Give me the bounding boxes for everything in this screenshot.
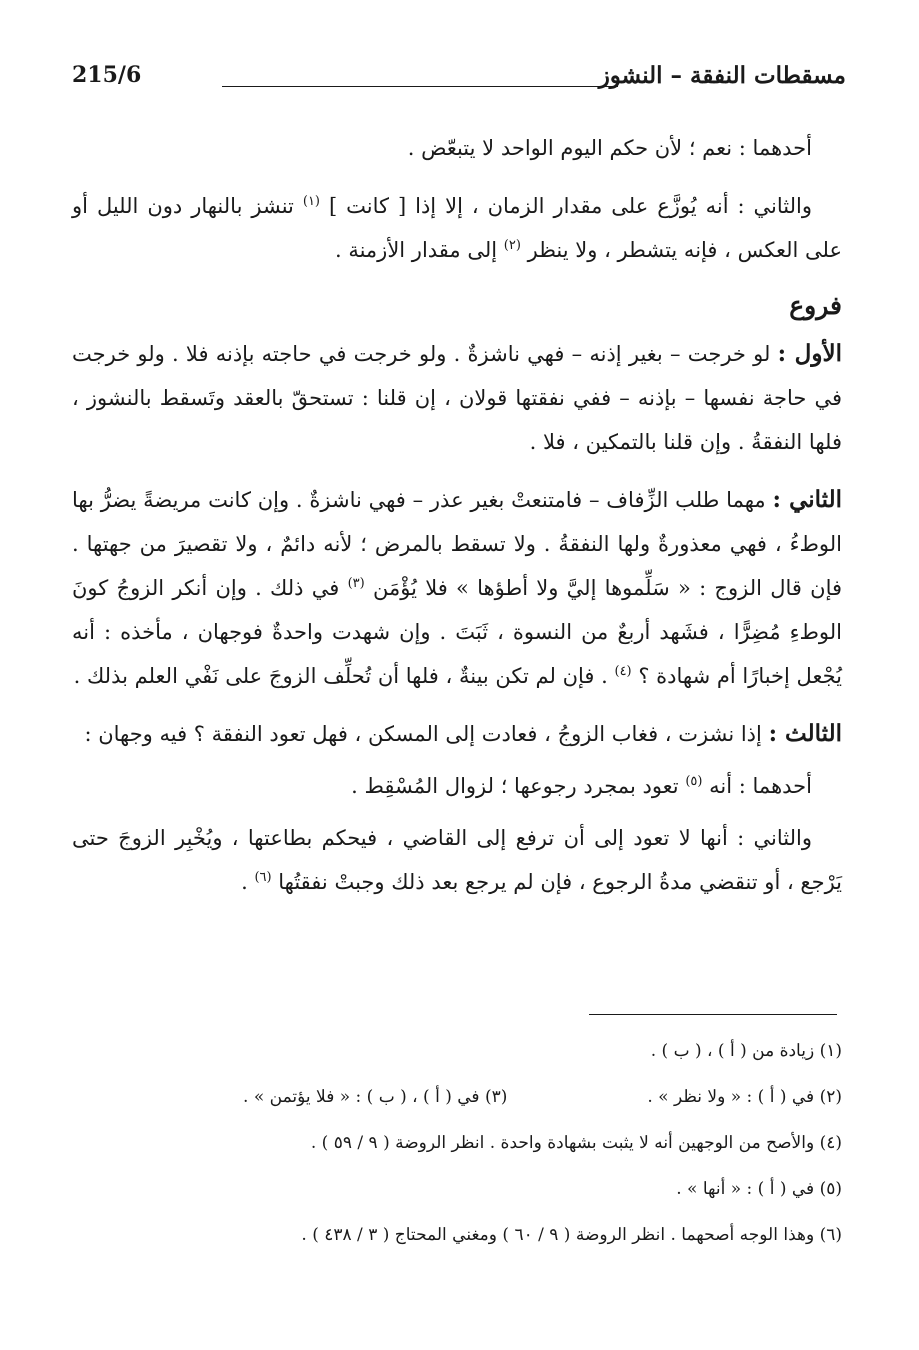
paragraph-6	[72, 764, 842, 808]
paragraph-4-text-c: . فإن لم تكن بينةٌ ، فلها أن تُحلِّف الزوجَ على نَفْي العلم بذلك .	[73, 664, 608, 688]
header-title: مسقطات النفقة – النشوز	[598, 62, 846, 89]
footnote-3: (٣) في ( أ ) ، ( ب ) : « فلا يؤتمن » .	[243, 1087, 508, 1107]
footnote-ref-5[interactable]: (٥)	[685, 774, 703, 789]
footnote-5: (٥) في ( أ ) : « أنها » .	[676, 1179, 842, 1199]
running-head	[72, 62, 846, 98]
paragraph-1	[72, 126, 842, 170]
paragraph-2	[72, 184, 842, 272]
paragraph-6-text-b: تعود بمجرد رجوعها ؛ لزوال المُسْقِط .	[351, 774, 679, 798]
paragraph-5	[72, 712, 842, 756]
paragraph-7	[72, 816, 842, 904]
section-title: فروع	[789, 291, 842, 320]
footnote-ref-1[interactable]: (١)	[302, 194, 320, 209]
footnotes	[72, 1040, 842, 1270]
paragraph-1-text: أحدهما : نعم ؛ لأن حكم اليوم الواحد لا يتبعّض .	[407, 136, 812, 160]
paragraph-3-text: لو خرجت – بغير إذنه – فهي ناشزةٌ . ولو خرجت في حاجته بإذنه فلا . ولو خرجت في حاجة نفسها – بإذنه – ففي نفقتها قولان ، إن قلنا : تستحقّ بالعقد وتَسقط بالنشوز ، فلها النفقةُ . وإن قلنا بالتمكين ، فلا .	[72, 342, 842, 454]
paragraph-6-text-a: أحدهما : أنه	[709, 774, 812, 798]
footnote-separator	[589, 1014, 837, 1015]
paragraph-4-text-b: في ذلك . وإن أنكر الزوجُ كونَ الوطءِ مُضِرًّا ، فشَهد أربعٌ من النسوة ، ثَبَتَ . وإن شهدت واحدةٌ فوجهان ، مأخذه : أنه يُجْعل إخبارًا أم شهادة ؟	[72, 576, 842, 688]
paragraph-4-text-a: مهما طلب الزِّفاف – فامتنعتْ بغير عذر – فهي ناشزةٌ . وإن كانت مريضةً يضرُّ بها الوطءُ ، فهي معذورةٌ ولها النفقةُ . ولا تسقط بالمرض ؛ لأنه دائمٌ ، ولا تقصيرَ من جهتها . فإن قال الزوج : « سَلِّموها إليَّ ولا أطؤها » فلا يُؤْمَن	[72, 488, 843, 600]
paragraph-4	[72, 478, 842, 698]
footnote-1: (١) زيادة من ( أ ) ، ( ب ) .	[650, 1041, 842, 1061]
paragraph-3-lead: الأول :	[777, 340, 842, 367]
page-number: 215/6	[72, 62, 142, 88]
paragraph-3	[72, 332, 842, 464]
paragraph-5-lead: الثالث :	[768, 720, 842, 747]
footnote-ref-6[interactable]: (٦)	[254, 870, 272, 885]
main-text	[72, 126, 842, 918]
paragraph-2-text-b: تنشز بالنهار دون الليل أو على العكس ، فإنه يتشطر ، ولا ينظر	[72, 194, 842, 262]
paragraph-5-text: إذا نشزت ، فغاب الزوجُ ، فعادت إلى المسكن ، فهل تعود النفقة ؟ فيه وجهان :	[84, 722, 762, 746]
paragraph-2-text-c: إلى مقدار الأزمنة .	[334, 238, 498, 262]
header-rule	[222, 86, 618, 87]
footnote-4: (٤) والأصح من الوجهين أنه لا يثبت بشهادة واحدة . انظر الروضة ( ٩ / ٥٩ ) .	[310, 1133, 842, 1153]
footnote-ref-3[interactable]: (٣)	[347, 576, 365, 591]
footnote-6: (٦) وهذا الوجه أصحهما . انظر الروضة ( ٩ / ٦٠ ) ومغني المحتاج ( ٣ / ٤٣٨ ) .	[301, 1225, 842, 1245]
footnote-row-2-3	[72, 1086, 842, 1108]
footnote-ref-2[interactable]: (٢)	[503, 238, 521, 253]
paragraph-4-lead: الثاني :	[772, 486, 842, 513]
paragraph-2-text-a: والثاني : أنه يُوزَّع على مقدار الزمان ، إلا إذا [ كانت ]	[328, 194, 812, 218]
footnote-ref-4[interactable]: (٤)	[614, 664, 632, 679]
paragraph-7-text-a: والثاني : أنها لا تعود إلى أن ترفع إلى القاضي ، فيحكم بطاعتها ، ويُخْبِر الزوجَ حتى يَرْجع ، أو تنقضي مدةُ الرجوع ، فإن لم يرجع بعد ذلك وجبتْ نفقتُها	[72, 826, 842, 894]
footnote-2: (٢) في ( أ ) : « ولا نظر » .	[647, 1087, 842, 1107]
paragraph-7-text-b: .	[241, 870, 248, 894]
